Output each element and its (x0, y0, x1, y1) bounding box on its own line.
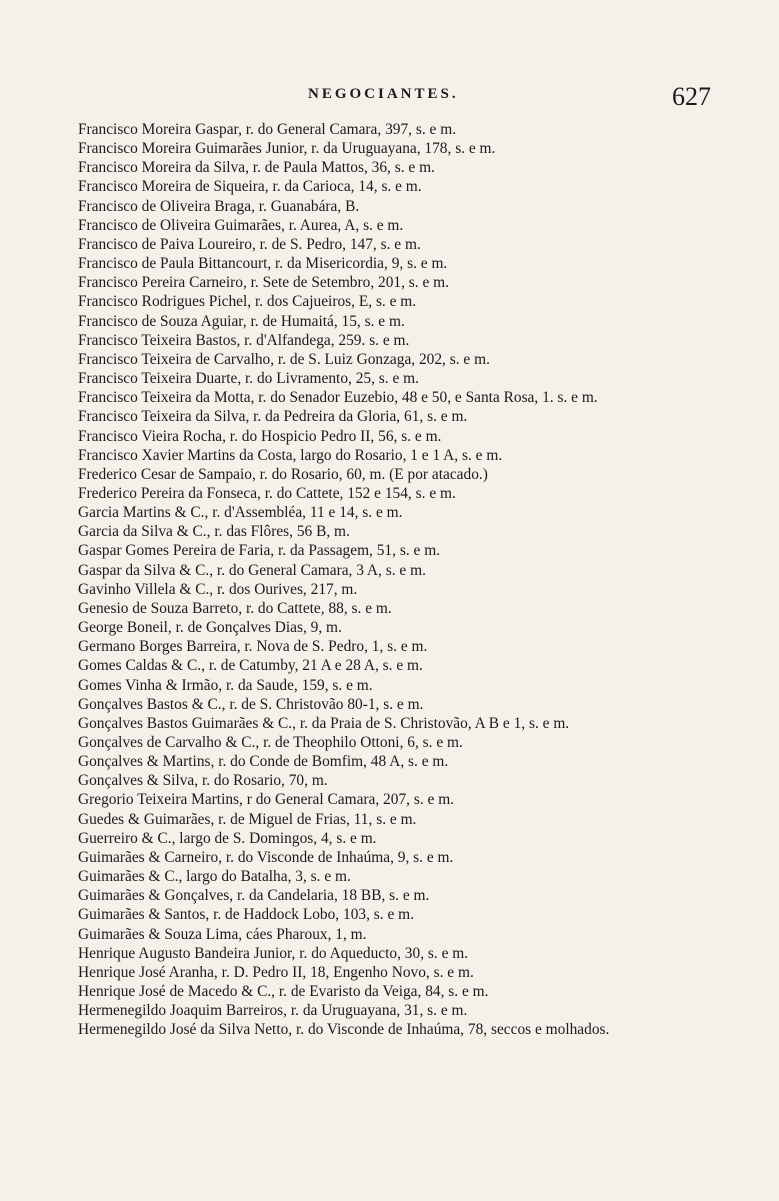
list-item: Francisco Teixeira de Carvalho, r. de S. Luiz Gonzaga, 202, s. e m. (78, 350, 490, 368)
list-item: Guedes & Guimarães, r. de Miguel de Frias, 11, s. e m. (78, 810, 417, 828)
list-item: Gregorio Teixeira Martins, r do General Camara, 207, s. e m. (78, 791, 455, 809)
page-header (0, 82, 779, 112)
list-item: Francisco Xavier Martins da Costa, largo do Rosario, 1 e 1 A, s. e m. (78, 446, 503, 464)
list-item: Gonçalves Bastos Guimarães & C., r. da Praia de S. Christovão, A B e 1, s. e m. (78, 714, 570, 732)
list-item: Francisco Moreira de Siqueira, r. da Carioca, 14, s. e m. (78, 178, 422, 196)
list-item: Guerreiro & C., largo de S. Domingos, 4, s. e m. (78, 829, 377, 847)
list-item: Gonçalves & Martins, r. do Conde de Bomfim, 48 A, s. e m. (78, 753, 449, 771)
list-item: Garcia da Silva & C., r. das Flôres, 56 B, m. (78, 523, 350, 541)
section-title: NEGOCIANTES. (308, 86, 459, 102)
list-item: Hermenegildo Joaquim Barreiros, r. da Uruguayana, 31, s. e m. (78, 1002, 468, 1020)
list-item: Gonçalves & Silva, r. do Rosario, 70, m. (78, 772, 328, 790)
list-item: Gaspar Gomes Pereira de Faria, r. da Passagem, 51, s. e m. (78, 542, 441, 560)
merchant-list (78, 120, 738, 1040)
list-item: Gomes Vinha & Irmão, r. da Saude, 159, s. e m. (78, 676, 373, 694)
list-item: Guimarães & Carneiro, r. do Visconde de Inhaúma, 9, s. e m. (78, 848, 454, 866)
list-item: Francisco de Paula Bittancourt, r. da Misericordia, 9, s. e m. (78, 255, 448, 273)
list-item: Francisco de Paiva Loureiro, r. de S. Pedro, 147, s. e m. (78, 235, 421, 253)
list-item: Guimarães & Souza Lima, cáes Pharoux, 1, m. (78, 925, 367, 943)
page-number: 627 (672, 82, 711, 111)
list-item: Francisco Moreira Gaspar, r. do General Camara, 397, s. e m. (78, 121, 457, 138)
list-item: Frederico Cesar de Sampaio, r. do Rosario, 60, m. (E por atacado.) (78, 465, 488, 483)
list-item: Francisco Moreira Guimarães Junior, r. da Uruguayana, 178, s. e m. (78, 140, 496, 158)
list-item: Francisco Teixeira Bastos, r. d'Alfandega, 259. s. e m. (78, 331, 410, 349)
list-item: Francisco Teixeira da Motta, r. do Senador Euzebio, 48 e 50, e Santa Rosa, 1. s. e m. (78, 389, 598, 407)
list-item: George Boneil, r. de Gonçalves Dias, 9, m. (78, 619, 342, 637)
list-item: Gomes Caldas & C., r. de Catumby, 21 A e 28 A, s. e m. (78, 657, 423, 675)
list-item: Henrique José Aranha, r. D. Pedro II, 18, Engenho Novo, s. e m. (78, 963, 474, 981)
list-item: Francisco Moreira da Silva, r. de Paula Mattos, 36, s. e m. (78, 159, 435, 177)
list-item: Gavinho Villela & C., r. dos Ourives, 217, m. (78, 580, 358, 598)
list-item: Francisco de Souza Aguiar, r. de Humaitá, 15, s. e m. (78, 312, 405, 330)
list-item: Frederico Pereira da Fonseca, r. do Cattete, 152 e 154, s. e m. (78, 484, 456, 502)
list-item: Francisco Teixeira Duarte, r. do Livramento, 25, s. e m. (78, 370, 419, 388)
list-item: Gaspar da Silva & C., r. do General Camara, 3 A, s. e m. (78, 561, 426, 579)
list-item: Hermenegildo José da Silva Netto, r. do Visconde de Inhaúma, 78, seccos e molhados. (78, 1021, 610, 1039)
list-item: Genesio de Souza Barreto, r. do Cattete, 88, s. e m. (78, 599, 392, 617)
list-item: Francisco de Oliveira Guimarães, r. Aurea, A, s. e m. (78, 216, 404, 234)
list-item: Gonçalves de Carvalho & C., r. de Theophilo Ottoni, 6, s. e m. (78, 734, 463, 751)
list-item: Germano Borges Barreira, r. Nova de S. Pedro, 1, s. e m. (78, 638, 428, 656)
list-item: Henrique Augusto Bandeira Junior, r. do Aqueducto, 30, s. e m. (78, 944, 469, 962)
list-item: Francisco Teixeira da Silva, r. da Pedreira da Gloria, 61, s. e m. (78, 408, 468, 426)
list-item: Gonçalves Bastos & C., r. de S. Christovão 80-1, s. e m. (78, 695, 424, 713)
list-item: Guimarães & Santos, r. de Haddock Lobo, 103, s. e m. (78, 906, 414, 924)
list-item: Guimarães & Gonçalves, r. da Candelaria, 18 BB, s. e m. (78, 887, 430, 905)
list-item: Francisco Vieira Rocha, r. do Hospicio Pedro II, 56, s. e m. (78, 427, 442, 445)
list-item: Garcia Martins & C., r. d'Assembléa, 11 e 14, s. e m. (78, 504, 403, 522)
list-item: Henrique José de Macedo & C., r. de Evaristo da Veiga, 84, s. e m. (78, 983, 489, 1001)
list-item: Francisco de Oliveira Braga, r. Guanabára, B. (78, 197, 360, 215)
list-item: Francisco Rodrigues Pichel, r. dos Cajueiros, E, s. e m. (78, 293, 417, 311)
list-item: Francisco Pereira Carneiro, r. Sete de Setembro, 201, s. e m. (78, 274, 449, 292)
list-item: Guimarães & C., largo do Batalha, 3, s. e m. (78, 868, 351, 886)
